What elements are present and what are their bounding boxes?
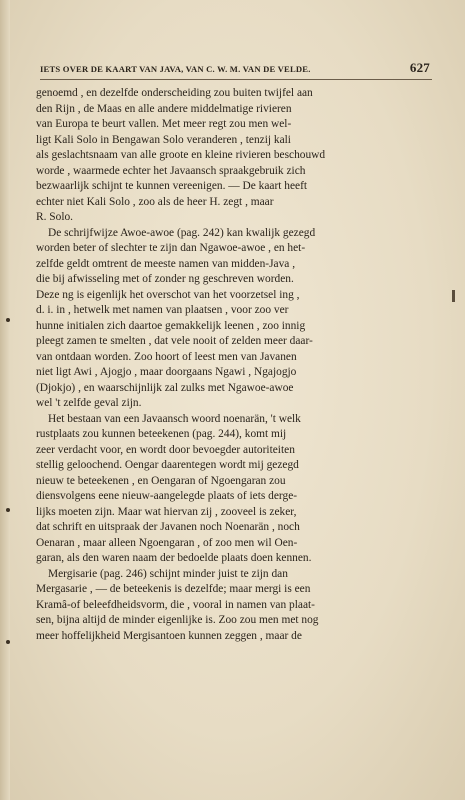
margin-mark [6, 318, 10, 322]
text-line: diensvolgens eene nieuw-aangelegde plaats of iets derge- [36, 490, 298, 502]
text-line: R. Solo. [36, 211, 74, 223]
text-line: lijks moeten zijn. Maar wat hiervan zij , zooveel is zeker, [36, 505, 297, 518]
running-header [40, 60, 430, 76]
margin-mark [6, 508, 10, 512]
text-line: worden beter of slechter te zijn dan Ngawoe-awoe , en het- [36, 242, 306, 254]
text-line: den Rijn , de Maas en alle andere middelmatige rivieren [36, 102, 292, 115]
text-line: Mergasarie , — de beteekenis is dezelfde; maar mergi is een [36, 583, 311, 595]
text-line: meer hoffelijkheid Mergisantoen kunnen zeggen , maar de [36, 629, 302, 642]
text-line: nieuw te beteekenen , en Oengaran of Ngoengaran zou [36, 474, 286, 487]
text-line: echter niet Kali Solo , zoo als de heer H. zegt , maar [36, 195, 274, 208]
text-line: dat schrift en uitspraak der Javanen noch Noenarän , noch [36, 521, 300, 533]
text-line: pleegt zamen te smelten , dat vele nooit of zelden meer daar- [36, 335, 313, 347]
text-line: d. i. in , hetwelk met namen van plaatsen , voor zoo ver [36, 304, 289, 316]
header-rule [40, 79, 432, 80]
paragraph-start-line: Mergisarie (pag. 246) schijnt minder juist te zijn dan [48, 567, 288, 580]
text-line: Kramâ-of beleefdheidsvorm, die , vooral in namen van plaat- [36, 598, 315, 611]
text-line: hunne initialen zich daartoe gemakkelijk leenen , zoo innig [36, 319, 306, 332]
margin-mark [6, 640, 10, 644]
text-line: sen, bijna altijd de minder eigenlijke is. Zoo zou men met nog [36, 614, 319, 626]
text-line: rustplaats zou kunnen beteekenen (pag. 244), komt mij [36, 428, 287, 440]
text-line: ligt Kali Solo in Bengawan Solo veranderen , tenzij kali [36, 133, 291, 146]
page-gutter [0, 0, 10, 800]
text-line: zeer verdacht voor, en wordt door bevoegder autoriteiten [36, 443, 295, 456]
text-line: van Europa te beurt vallen. Met meer regt zou men wel- [36, 118, 292, 130]
text-line: die bij afwisseling met of zonder ng geschreven worden. [36, 273, 294, 285]
text-line: als geslachtsnaam van alle groote en kleine rivieren beschouwd [36, 149, 326, 161]
text-line: stellig geloochend. Oengar daarentegen wordt mij gezegd [36, 459, 299, 471]
text-line: (Djokjo) , en waarschijnlijk zal zulks met Ngawoe-awoe [36, 381, 294, 394]
text-line: Deze ng is eigenlijk het overschot van het voorzetsel ing , [36, 288, 300, 301]
page-number: 627 [409, 60, 430, 75]
text-line: Oenaran , maar alleen Ngoengaran , of zoo men wil Oen- [36, 536, 298, 549]
text-line: wel 't zelfde geval zijn. [36, 397, 142, 409]
body-text [36, 86, 432, 644]
paragraph-start-line: De schrijfwijze Awoe-awoe (pag. 242) kan kwalijk gezegd [48, 226, 316, 239]
text-line: genoemd , en dezelfde onderscheiding zou buiten twijfel aan [36, 87, 313, 99]
text-line: garan, als den waren naam der bedoelde plaats doen kennen. [36, 552, 312, 564]
text-line: zelfde geldt omtrent de meeste namen van midden-Java , [36, 257, 296, 270]
paragraph-start-line: Het bestaan van een Javaansch woord noenarän, 't welk [48, 412, 301, 425]
text-line: bezwaarlijk schijnt te kunnen vereenigen. — De kaart heeft [36, 180, 308, 192]
text-line: niet ligt Awi , Ajogjo , maar doorgaans Ngawi , Ngajogjo [36, 366, 297, 378]
text-line: van ontdaan worden. Zoo hoort of leest men van Javanen [36, 350, 297, 363]
text-line: worde , waarmede echter het Javaansch spraakgebruik zich [36, 164, 306, 177]
margin-mark [452, 290, 455, 302]
header-title: IETS OVER DE KAART VAN JAVA, VAN C. W. M. VAN DE VELDE. [40, 64, 311, 74]
